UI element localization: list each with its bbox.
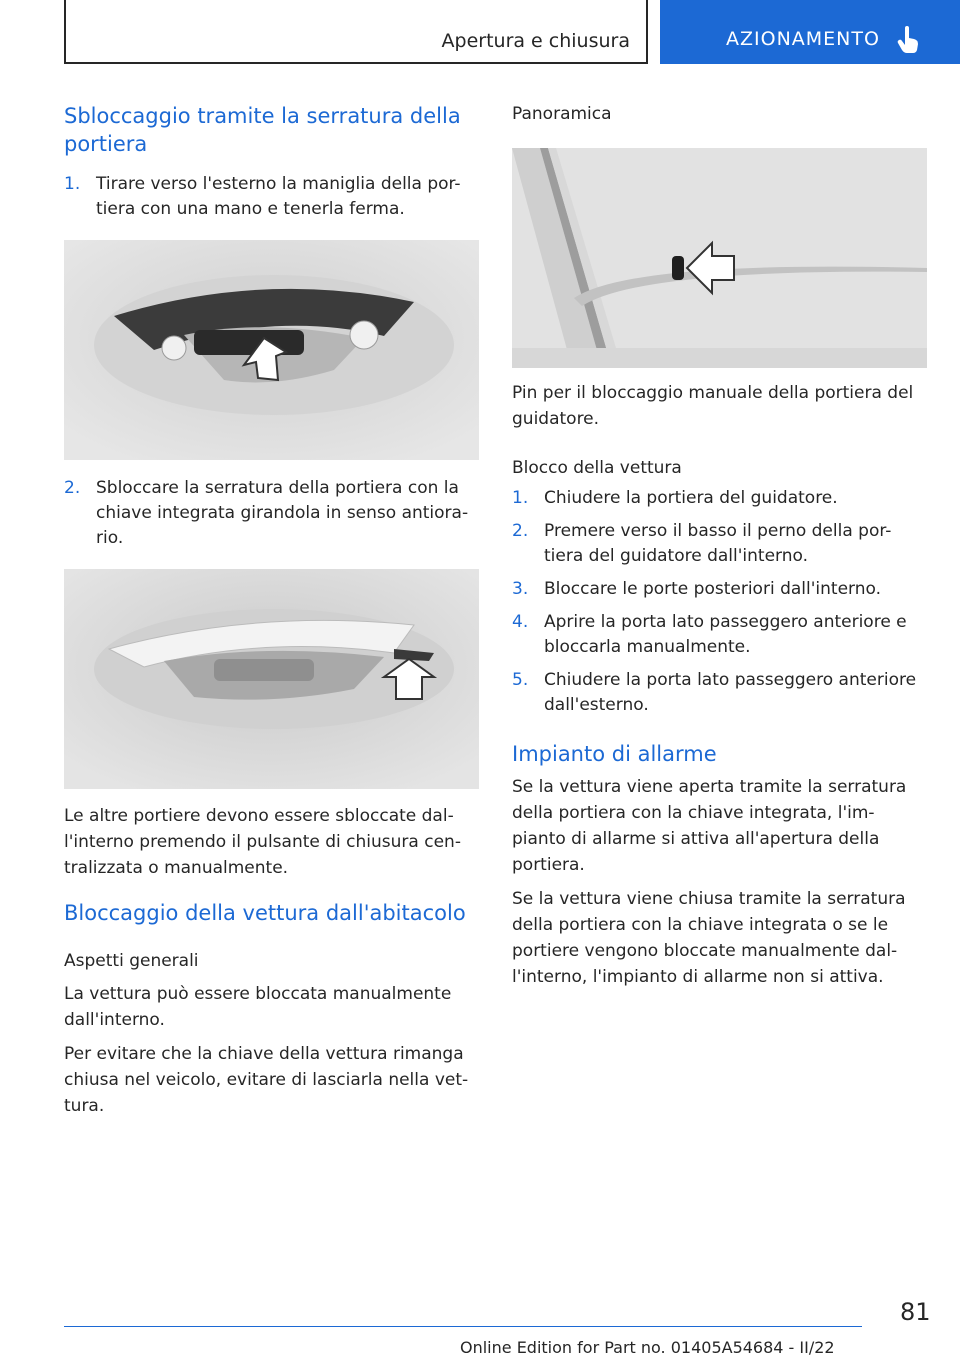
paragraph-alarm-open: Se la vettura viene aperta tramite la serratura della portiera con la chiave integrata, l'im-pianto di allarme si attiva all'apertura della portiera. <box>512 777 907 875</box>
list-item <box>512 577 927 602</box>
list-item <box>512 486 927 511</box>
header-section-box <box>64 0 648 64</box>
paragraph-alarm-close: Se la vettura viene chiusa tramite la serratura della portiera con la chiave integrata o se le portiere vengono bloccate manualmente dal-l'interno, l'impianto di allarme non si attiva. <box>512 889 906 987</box>
subheading-overview: Panoramica <box>512 104 612 124</box>
subheading-vehicle-lock: Blocco della vettura <box>512 458 682 478</box>
footer-divider <box>64 1326 862 1327</box>
heading-alarm-system: Impianto di allarme <box>512 742 717 766</box>
heading-lock-from-cabin: Bloccaggio della vettura dall'abitacolo <box>64 901 466 925</box>
step-text: Aprire la porta lato passeggero anteriore e bloccarla manualmente. <box>544 612 907 657</box>
right-column <box>512 96 927 990</box>
door-pin-figure <box>512 148 927 368</box>
list-item <box>512 668 927 718</box>
step-text: Chiudere la porta lato passeggero anteriore dall'esterno. <box>544 670 917 715</box>
paragraph-other-doors: Le altre portiere devono essere sbloccate dal-l'interno premendo il pulsante di chiusura cen-tralizzata o manualmente. <box>64 806 461 878</box>
step-number: 1. <box>512 488 529 508</box>
left-column <box>64 96 479 1119</box>
paragraph-manual-lock: La vettura può essere bloccata manualmente dall'interno. <box>64 984 452 1030</box>
step-text: Premere verso il basso il perno della por-tiera del guidatore dall'interno. <box>544 521 892 566</box>
header-chapter-box <box>660 0 960 64</box>
step-number: 1. <box>64 174 81 194</box>
footer-edition: Online Edition for Part no. 01405A54684 - II/22 <box>460 1338 835 1357</box>
door-lock-key-figure <box>64 569 479 789</box>
step-2 <box>64 476 479 551</box>
step-number: 2. <box>64 478 81 498</box>
step-1 <box>64 172 479 222</box>
door-handle-figure-1 <box>64 240 479 460</box>
figure-caption: Pin per il bloccaggio manuale della portiera del guidatore. <box>512 383 914 429</box>
step-text: Tirare verso l'esterno la maniglia della por-tiera con una mano e tenerla ferma. <box>96 174 461 219</box>
step-number: 4. <box>512 612 529 632</box>
pointing-hand-icon <box>896 26 920 54</box>
heading-unlock-door-lock: Sbloccaggio tramite la serratura della portiera <box>64 104 461 156</box>
step-number: 2. <box>512 521 529 541</box>
header-section-title: Apertura e chiusura <box>441 30 630 52</box>
step-text: Bloccare le porte posteriori dall'interno. <box>544 579 881 599</box>
subheading-general: Aspetti generali <box>64 951 199 971</box>
step-number: 3. <box>512 579 529 599</box>
list-item <box>512 519 927 569</box>
page-number: 81 <box>900 1298 931 1326</box>
step-text: Chiudere la portiera del guidatore. <box>544 488 838 508</box>
list-item <box>512 610 927 660</box>
vehicle-lock-steps <box>512 486 927 718</box>
step-text: Sbloccare la serratura della portiera con la chiave integrata girandola in senso antiora-rio. <box>96 478 469 548</box>
step-number: 5. <box>512 670 529 690</box>
paragraph-key-warning: Per evitare che la chiave della vettura rimanga chiusa nel veicolo, evitare di lasciarla nella vet-tura. <box>64 1044 469 1116</box>
header-chapter-title: AZIONAMENTO <box>726 28 880 50</box>
